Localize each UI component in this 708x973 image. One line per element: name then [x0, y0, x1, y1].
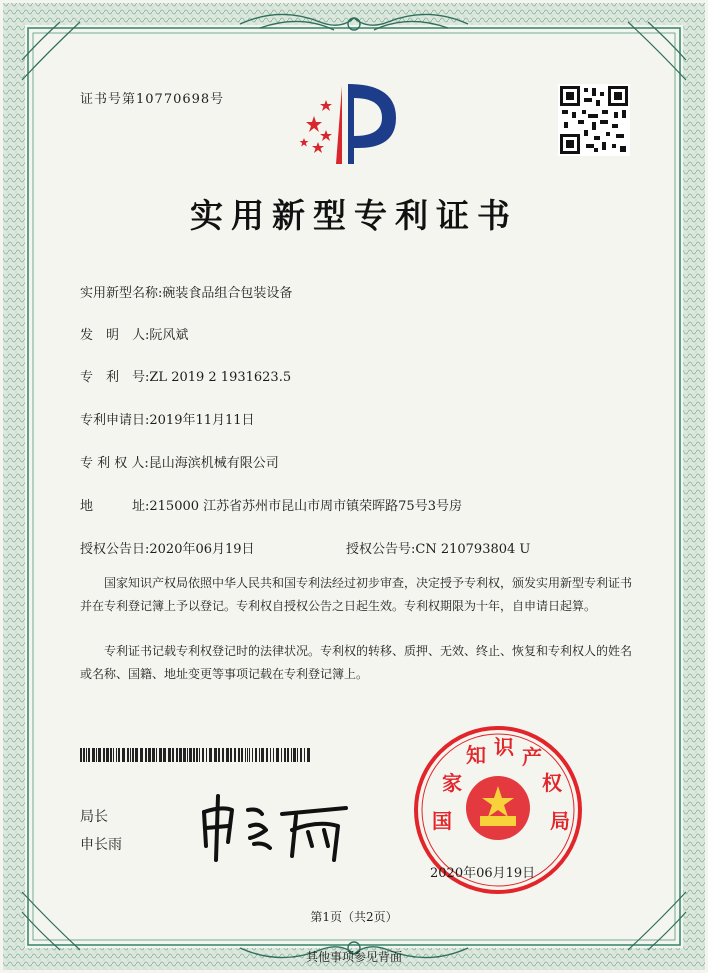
field-inventor-value: 阮风斌 [149, 328, 189, 343]
footer-note: 其他事项参见背面 [305, 950, 402, 964]
field-patentee-label: 专 利 权 人: [80, 456, 149, 471]
field-announce-date-value: 2020年06月19日 [149, 542, 255, 557]
certificate-number: 证书号第10770698号 [80, 92, 225, 107]
field-announce-no [346, 538, 530, 557]
field-name-label: 实用新型名称: [80, 286, 163, 301]
director-title: 局长 [80, 809, 108, 825]
field-patent-no [80, 366, 291, 385]
svg-text:权: 权 [542, 771, 562, 795]
seal-date: 2020年06月19日 [430, 866, 536, 881]
svg-text:知: 知 [466, 743, 486, 767]
svg-text:局: 局 [550, 809, 570, 833]
page-number: 第1页（共2页） [310, 910, 398, 924]
field-address-label: 地 址: [80, 499, 150, 514]
field-announce-no-value: CN 210793804 U [415, 542, 531, 557]
svg-text:产: 产 [522, 745, 542, 769]
field-inventor [80, 324, 188, 343]
field-address-value: 215000 江苏省苏州市昆山市周市镇荣晖路75号3号房 [149, 499, 462, 514]
field-name [80, 282, 292, 301]
certificate-title: 实用新型专利证书 [190, 196, 518, 235]
qr-code-icon [558, 84, 630, 156]
field-filing-date [80, 409, 255, 428]
director-signature [188, 786, 358, 866]
field-inventor-label: 发 明 人: [80, 328, 150, 343]
body-paragraph-1: 国家知识产权局依照中华人民共和国专利法经过初步审查，决定授予专利权，颁发实用新型专利证书并在专利登记簿上予以登记。专利权自授权公告之日起生效。专利权期限为十年，自申请日起算。 [80, 576, 633, 613]
field-announce-date [80, 538, 255, 557]
director-name: 申长雨 [80, 837, 122, 853]
body-paragraph-2: 专利证书记载专利权登记时的法律状况。专利权的转移、质押、无效、终止、恢复和专利权人的姓名或名称、国籍、地址变更等事项记载在专利登记簿上。 [80, 644, 633, 681]
svg-text:识: 识 [494, 735, 514, 759]
svg-text:国: 国 [432, 809, 452, 833]
field-announce-no-label: 授权公告号: [346, 542, 416, 557]
field-filing-date-label: 专利申请日: [80, 413, 150, 428]
field-announce-date-label: 授权公告日: [80, 542, 150, 557]
barcode-icon [80, 748, 312, 762]
field-patent-no-label: 专 利 号: [80, 370, 150, 385]
field-patentee-value: 昆山海滨机械有限公司 [148, 456, 279, 471]
field-address [80, 495, 462, 514]
cnipa-logo-icon [292, 78, 410, 168]
field-name-value: 碗装食品组合包装设备 [162, 286, 293, 301]
field-patentee [80, 452, 279, 471]
svg-text:家: 家 [442, 771, 462, 795]
field-patent-no-value: ZL 2019 2 1931623.5 [149, 370, 292, 385]
field-filing-date-value: 2019年11月11日 [149, 413, 255, 428]
